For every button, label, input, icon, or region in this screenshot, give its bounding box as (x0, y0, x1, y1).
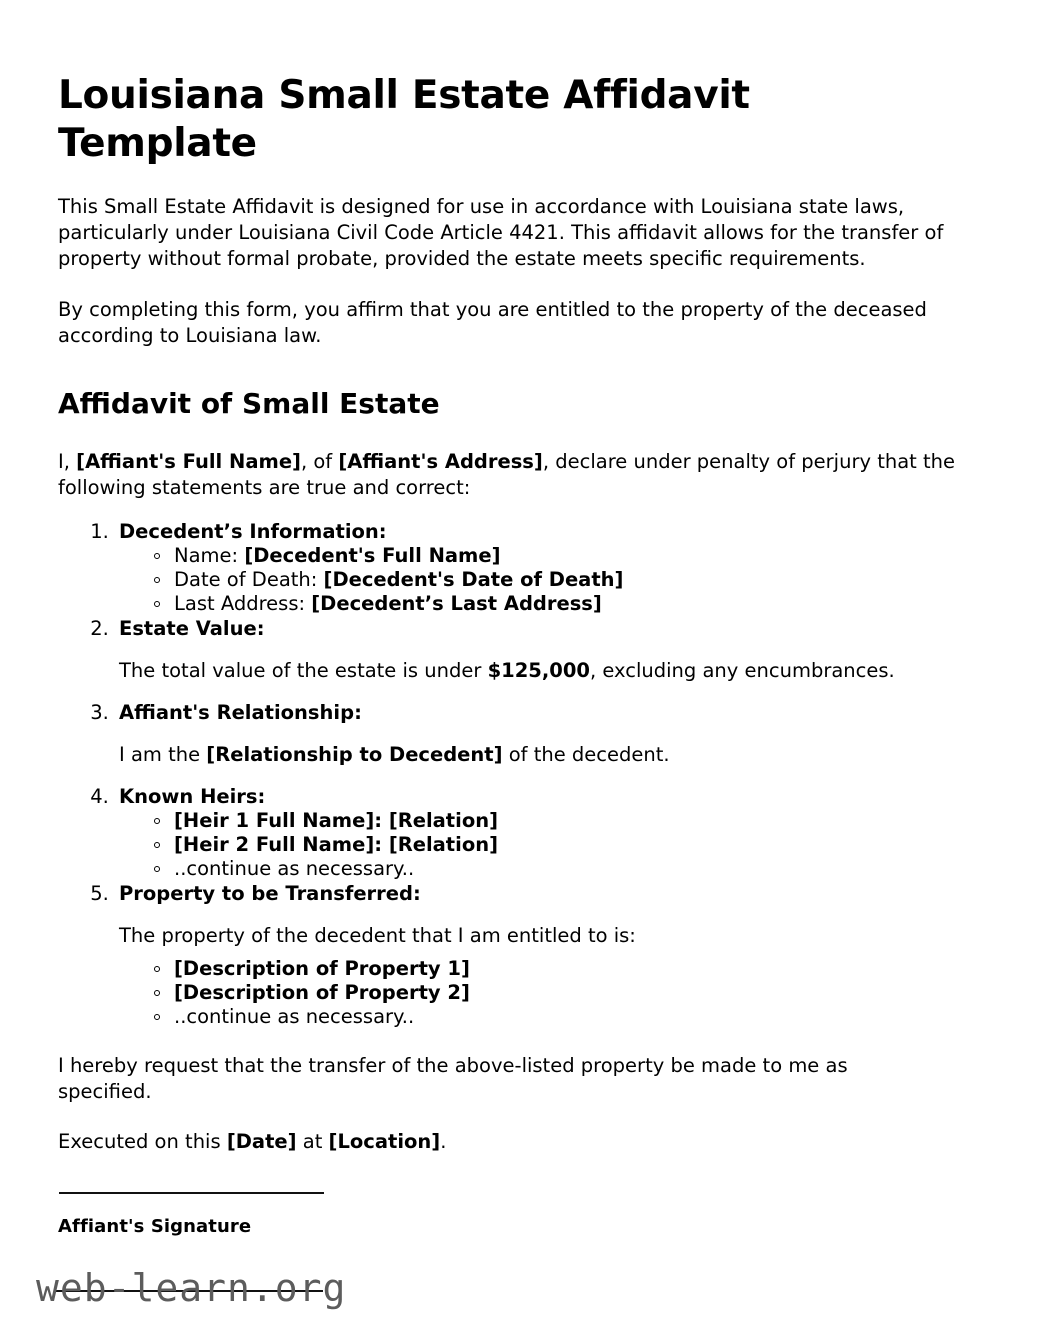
list-item-affiant-relationship (115, 700, 977, 768)
executed-middle: at (296, 1130, 329, 1153)
property-2-placeholder: [Description of Property 2] (174, 981, 470, 1004)
decedent-address-placeholder: [Decedent’s Last Address] (311, 592, 602, 615)
list-item (152, 568, 977, 592)
list-item (152, 809, 977, 833)
declaration-statement (58, 449, 977, 501)
relationship-suffix: of the decedent. (502, 743, 670, 766)
relationship-prefix: I am the (119, 743, 207, 766)
declaration-prefix: I, (58, 450, 77, 473)
intro-paragraph-1: This Small Estate Affidavit is designed for use in accordance with Louisiana state laws, particularly under Louisiana Civil Code Article 4421. This affidavit allows for the transfer of property without formal probate, provided the estate meets specific requirements. (58, 195, 944, 270)
intro-paragraph-2: By completing this form, you affirm that you are entitled to the property of the deceased according to Louisiana law. (58, 298, 927, 347)
declaration-middle: , of (300, 450, 339, 473)
known-heirs-sublist (119, 809, 977, 881)
decedent-name-label: Name: (174, 544, 245, 567)
decedent-address-label: Last Address: (174, 592, 312, 615)
affidavit-statements-list (58, 519, 977, 1029)
estate-value-prefix: The total value of the estate is under (119, 659, 488, 682)
relationship-placeholder: [Relationship to Decedent] (206, 743, 503, 766)
affiant-relationship-statement (119, 742, 977, 768)
item2-heading: Estate Value: (119, 617, 265, 640)
list-item (152, 592, 977, 616)
item3-heading: Affiant's Relationship: (119, 701, 362, 724)
executed-suffix: . (440, 1130, 447, 1153)
affiant-name-placeholder: [Affiant's Full Name] (76, 450, 301, 473)
executed-prefix: Executed on this (58, 1130, 227, 1153)
list-item (152, 957, 977, 981)
list-item (152, 833, 977, 857)
list-item-estate-value (115, 616, 977, 684)
list-item (152, 981, 977, 1005)
affiant-address-placeholder: [Affiant's Address] (338, 450, 543, 473)
decedent-dod-placeholder: [Decedent's Date of Death] (323, 568, 624, 591)
location-placeholder: [Location] (328, 1130, 441, 1153)
item1-heading: Decedent’s Information: (119, 520, 387, 543)
property-statement: The property of the decedent that I am entitled to is: (119, 924, 636, 947)
property-continue-note: ..continue as necessary.. (174, 1005, 415, 1028)
date-placeholder: [Date] (226, 1130, 297, 1153)
list-item-property-transferred (115, 881, 977, 1029)
list-item (152, 857, 977, 881)
decedent-dod-label: Date of Death: (174, 568, 324, 591)
heirs-continue-note: ..continue as necessary.. (174, 857, 415, 880)
watermark-web-learn: web-learn.org (36, 1266, 347, 1310)
list-item-decedent-information (115, 519, 977, 616)
list-item (152, 544, 977, 568)
executed-paragraph (58, 1129, 938, 1155)
list-item-known-heirs (115, 784, 977, 881)
estate-value-suffix: , excluding any encumbrances. (589, 659, 895, 682)
page-title: Louisiana Small Estate Affidavit Template (58, 73, 750, 166)
section-heading-affidavit: Affidavit of Small Estate (58, 387, 440, 420)
signature-line-affiant (59, 1192, 324, 1194)
item5-heading: Property to be Transferred: (119, 882, 421, 905)
transfer-request-paragraph: I hereby request that the transfer of the above-listed property be made to me as specified. (58, 1054, 848, 1103)
decedent-name-placeholder: [Decedent's Full Name] (244, 544, 501, 567)
property-1-placeholder: [Description of Property 1] (174, 957, 470, 980)
decedent-information-sublist (119, 544, 977, 616)
estate-value-statement (119, 658, 977, 684)
item4-heading: Known Heirs: (119, 785, 266, 808)
list-item (152, 1005, 977, 1029)
heir-1-placeholder: [Heir 1 Full Name]: [Relation] (174, 809, 499, 832)
estate-value-amount: $125,000 (487, 659, 590, 682)
property-sublist (119, 957, 977, 1029)
heir-2-placeholder: [Heir 2 Full Name]: [Relation] (174, 833, 499, 856)
declaration-suffix: , declare under penalty of perjury that the following statements are true and correct: (58, 450, 956, 499)
signature-label-affiant: Affiant's Signature (58, 1216, 252, 1237)
